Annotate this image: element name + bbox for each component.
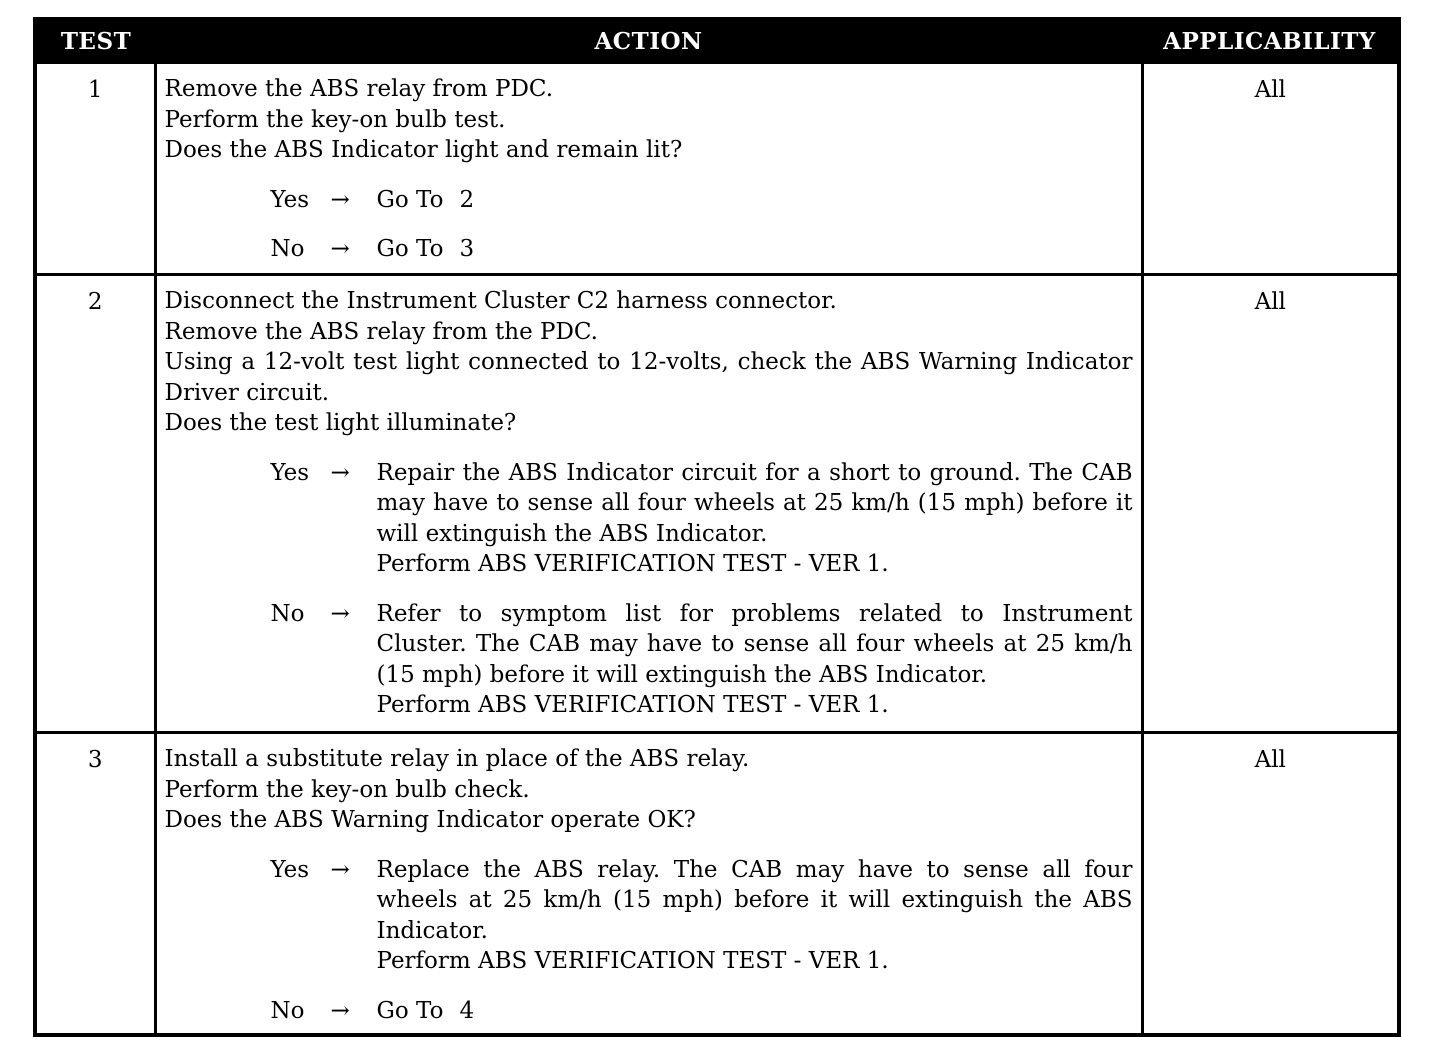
action-step: Perform the key-on bulb test. xyxy=(164,106,506,133)
verification-text: Perform ABS VERIFICATION TEST - VER 1. xyxy=(376,948,889,974)
no-label: No xyxy=(270,997,305,1024)
action-step: Perform the key-on bulb check. xyxy=(164,776,530,803)
action-step: Remove the ABS relay from the PDC. xyxy=(164,318,598,345)
header-applicability: APPLICABILITY xyxy=(1142,19,1399,63)
yes-outcome xyxy=(165,458,1133,580)
arrow-right-icon: → xyxy=(330,186,350,213)
verification-text: Perform ABS VERIFICATION TEST - VER 1. xyxy=(376,551,889,577)
arrow-right-icon: → xyxy=(330,600,350,627)
yes-outcome xyxy=(165,185,1133,216)
action-step: Remove the ABS relay from PDC. xyxy=(164,76,554,102)
header-action: ACTION xyxy=(155,19,1142,63)
arrow-right-icon: → xyxy=(330,856,350,883)
diagnostic-table xyxy=(33,17,1401,1037)
yes-label: Yes xyxy=(270,459,310,486)
goto-label: Go To xyxy=(376,186,444,213)
action-cell xyxy=(155,63,1142,275)
arrow-right-icon: → xyxy=(330,997,350,1024)
test-number: 1 xyxy=(35,63,155,275)
arrow-right-icon: → xyxy=(330,459,350,486)
diagnostic-page xyxy=(33,17,1397,1037)
table-row xyxy=(35,63,1399,275)
action-step: Disconnect the Instrument Cluster C2 harness connector. xyxy=(164,288,837,314)
no-outcome xyxy=(165,599,1133,721)
result-text: Repair the ABS Indicator circuit for a short to ground. The CAB may have to sense all four wheels at 25 km/h (15 mph) before it will extinguish the ABS Indicator. xyxy=(376,459,1133,547)
applicability-cell: All xyxy=(1142,63,1399,275)
goto-label: Go To xyxy=(376,236,444,262)
goto-target: 4 xyxy=(459,997,475,1024)
no-outcome xyxy=(165,234,1133,265)
test-number: 3 xyxy=(35,733,155,1036)
action-step: Using a 12-volt test light connected to 12-volts, check the ABS Warning Indicator Driver circuit. xyxy=(164,349,1133,406)
header-test: TEST xyxy=(35,19,155,63)
yes-outcome xyxy=(165,855,1133,977)
action-step: Install a substitute relay in place of the ABS relay. xyxy=(164,746,750,772)
goto-label: Go To xyxy=(376,997,444,1024)
applicability-cell: All xyxy=(1142,733,1399,1036)
header-row xyxy=(35,19,1399,63)
action-cell xyxy=(155,733,1142,1036)
action-step: Does the ABS Warning Indicator operate OK? xyxy=(164,807,696,833)
yes-label: Yes xyxy=(270,856,310,883)
action-step: Does the ABS Indicator light and remain lit? xyxy=(164,137,683,163)
applicability-cell: All xyxy=(1142,275,1399,733)
action-cell xyxy=(155,275,1142,733)
no-outcome xyxy=(165,996,1133,1027)
action-step: Does the test light illuminate? xyxy=(164,410,517,436)
table-row xyxy=(35,275,1399,733)
no-label: No xyxy=(270,600,305,627)
no-label: No xyxy=(270,236,305,262)
yes-label: Yes xyxy=(270,186,310,213)
verification-text: Perform ABS VERIFICATION TEST - VER 1. xyxy=(376,692,889,718)
goto-target: 2 xyxy=(459,186,475,213)
test-number: 2 xyxy=(35,275,155,733)
arrow-right-icon: → xyxy=(330,236,350,262)
goto-target: 3 xyxy=(459,236,475,262)
result-text: Replace the ABS relay. The CAB may have to sense all four wheels at 25 km/h (15 mph) before it will extinguish the ABS Indicator. xyxy=(376,856,1133,944)
result-text: Refer to symptom list for problems related to Instrument Cluster. The CAB may have to sense all four wheels at 25 km/h (15 mph) before it will extinguish the ABS Indicator. xyxy=(376,600,1133,688)
table-row xyxy=(35,733,1399,1036)
